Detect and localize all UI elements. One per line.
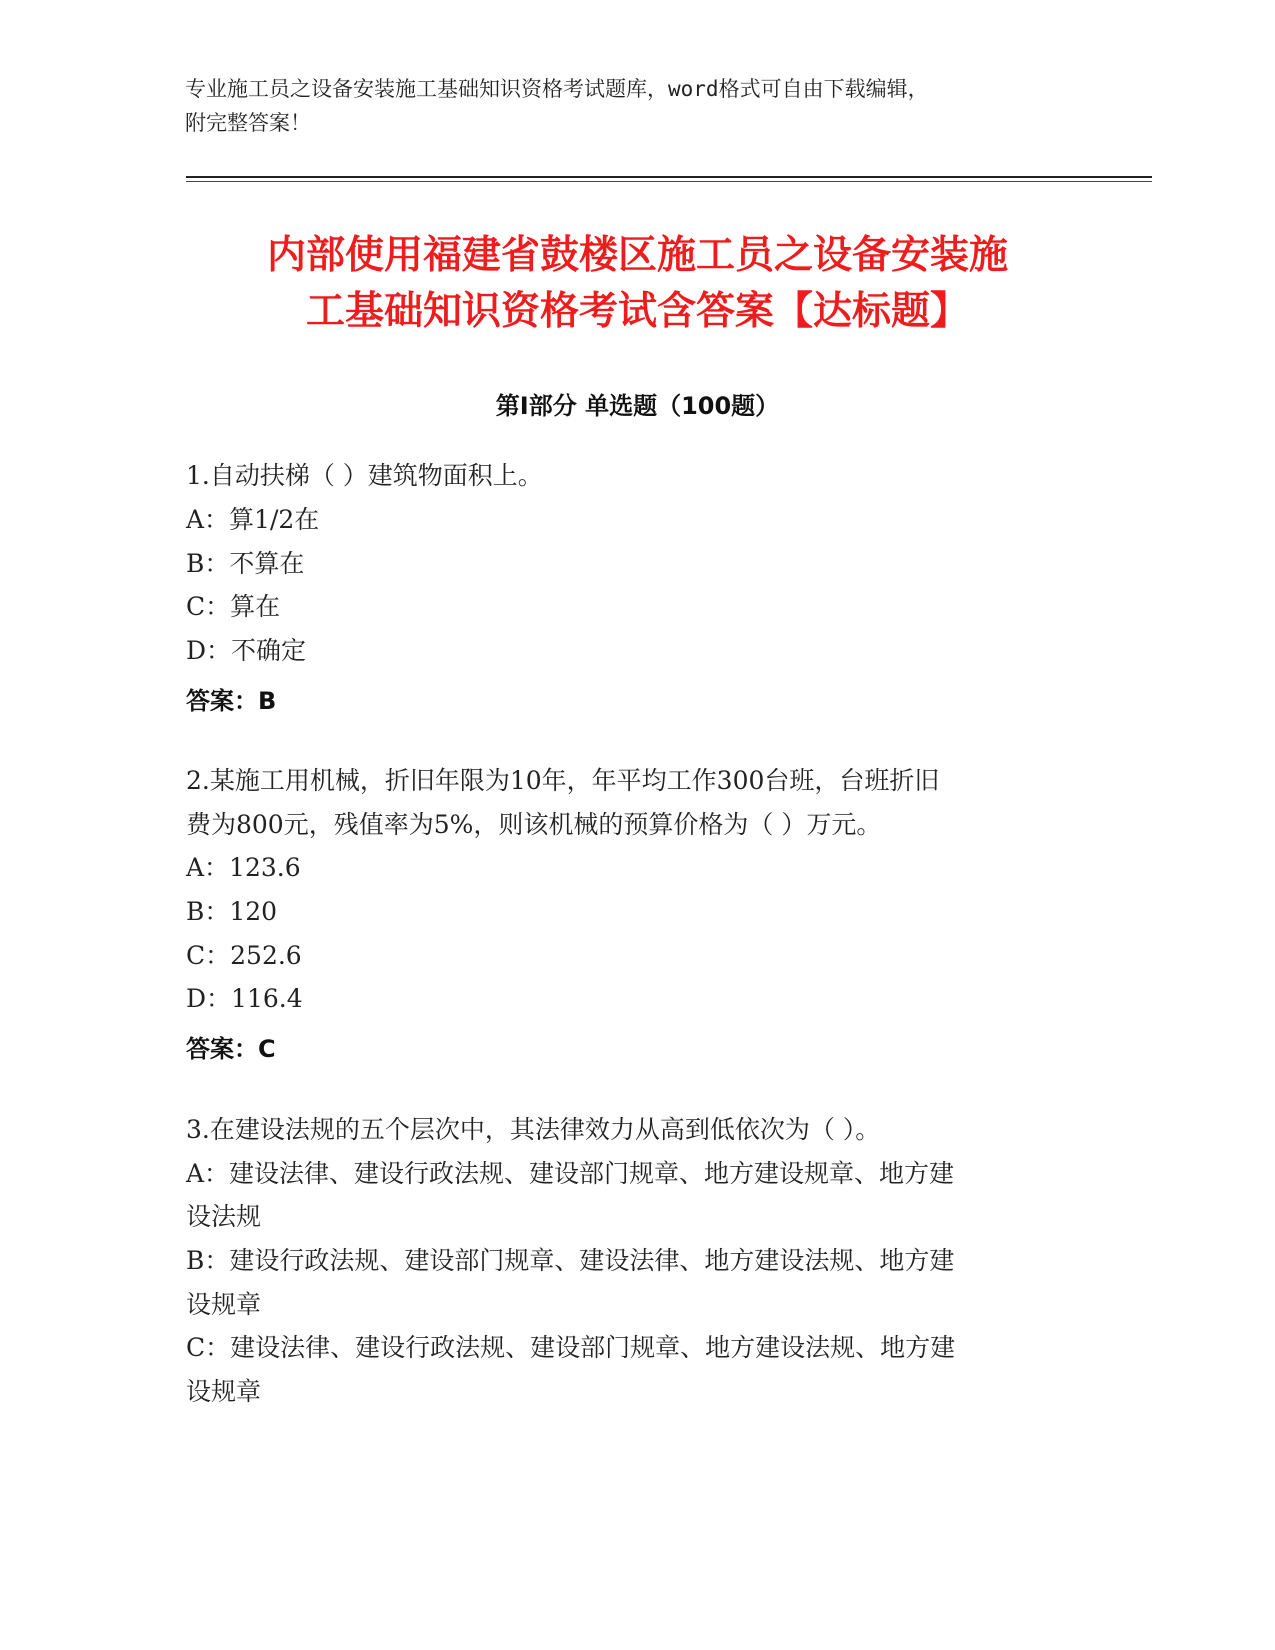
question-2-option-c: C：252.6 xyxy=(186,941,302,970)
question-3-option-c-line-2: 设规章 xyxy=(186,1377,262,1406)
header-divider-thick xyxy=(186,176,1152,178)
question-2-stem-line-1: 2.某施工用机械，折旧年限为10年，年平均工作300台班，台班折旧 xyxy=(186,766,940,795)
question-1-option-a: A：算1/2在 xyxy=(186,505,320,534)
header-divider-thin xyxy=(186,181,1152,182)
question-3-option-b-line-2: 设规章 xyxy=(186,1290,262,1319)
question-3-option-a-line-1: A：建设法律、建设行政法规、建设部门规章、地方建设规章、地方建 xyxy=(186,1159,955,1188)
document-title xyxy=(0,228,1275,340)
question-3-stem: 3.在建设法规的五个层次中，其法律效力从高到低依次为（ ）。 xyxy=(186,1115,881,1144)
question-2-option-d: D：116.4 xyxy=(186,984,303,1013)
question-1-stem: 1.自动扶梯（ ）建筑物面积上。 xyxy=(186,461,543,490)
header-note xyxy=(185,72,1085,140)
question-1-option-d: D：不确定 xyxy=(186,636,307,665)
section-title: 第I部分 单选题（100题） xyxy=(495,392,780,420)
header-note-line-2: 附完整答案！ xyxy=(185,111,311,135)
question-1-answer: 答案：B xyxy=(186,687,277,715)
question-2-option-b: B：120 xyxy=(186,897,278,926)
question-1-option-c: C：算在 xyxy=(186,592,281,621)
question-3-option-a-line-2: 设法规 xyxy=(186,1202,262,1231)
document-title-line-2: 工基础知识资格考试含答案【达标题】 xyxy=(305,289,969,334)
document-title-line-1: 内部使用福建省鼓楼区施工员之设备安装施 xyxy=(266,233,1008,278)
question-3-option-b-line-1: B：建设行政法规、建设部门规章、建设法律、地方建设法规、地方建 xyxy=(186,1246,955,1275)
header-note-line-1: 专业施工员之设备安装施工基础知识资格考试题库，word格式可自由下载编辑， xyxy=(185,77,929,101)
question-2-answer: 答案：C xyxy=(186,1035,276,1063)
question-1-option-b: B：不算在 xyxy=(186,549,305,578)
question-2-stem-line-2: 费为800元，残值率为5%，则该机械的预算价格为（ ）万元。 xyxy=(186,810,882,839)
question-3-option-c-line-1: C：建设法律、建设行政法规、建设部门规章、地方建设法规、地方建 xyxy=(186,1333,956,1362)
question-2-option-a: A：123.6 xyxy=(186,853,301,882)
